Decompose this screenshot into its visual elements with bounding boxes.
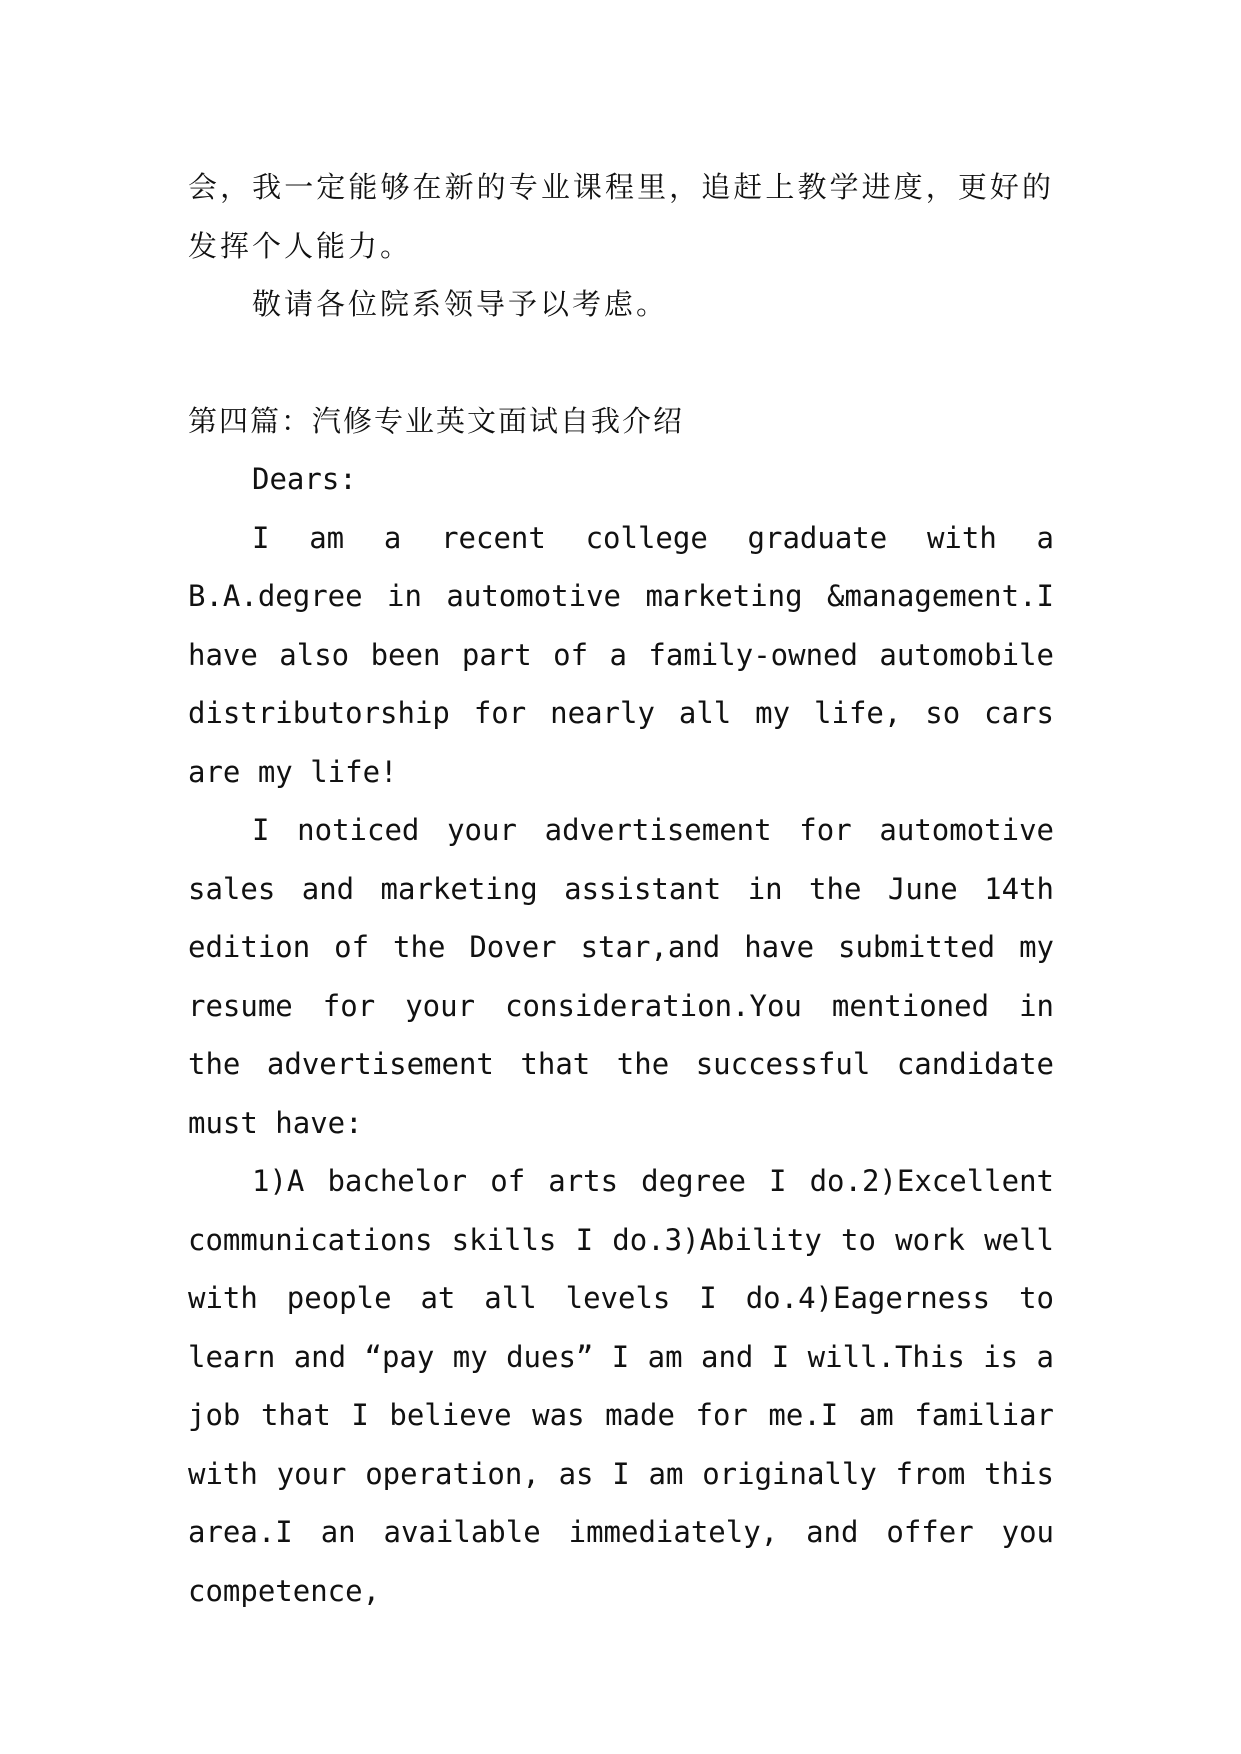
letter-paragraph-qualifications: 1)A bachelor of arts degree I do.2)Excellent communications skills I do.3)Ability to work well with people at all levels I do.4)Eagerness to learn and “pay my dues” I am and I will.This is a job that I believe was made for me.I am familiar with your operation, as I am originally from this area.I an available immediately, and offer you competence, [188,1164,1054,1608]
letter-paragraph-intro: I am a recent college graduate with a B.A.degree in automotive marketing &management.I have also been part of a family-owned automobile distributorship for nearly all my life, so cars are my life! [188,520,1054,789]
paragraph-continuation: 会，我一定能够在新的专业课程里，追赶上教学进度，更好的发挥个人能力。 [188,170,1054,263]
paragraph-request: 敬请各位院系领导予以考虑。 [252,287,669,321]
section-heading: 第四篇：汽修专业英文面试自我介绍 [188,403,685,438]
letter-salutation: Dears: [252,462,357,496]
document-body [188,158,1054,1620]
letter-paragraph-advertisement: I noticed your advertisement for automotive sales and marketing assistant in the June 14th edition of the Dover star,and have submitted my resume for your consideration.You mentioned in the advertisement that the successful candidate must have: [188,813,1054,1140]
